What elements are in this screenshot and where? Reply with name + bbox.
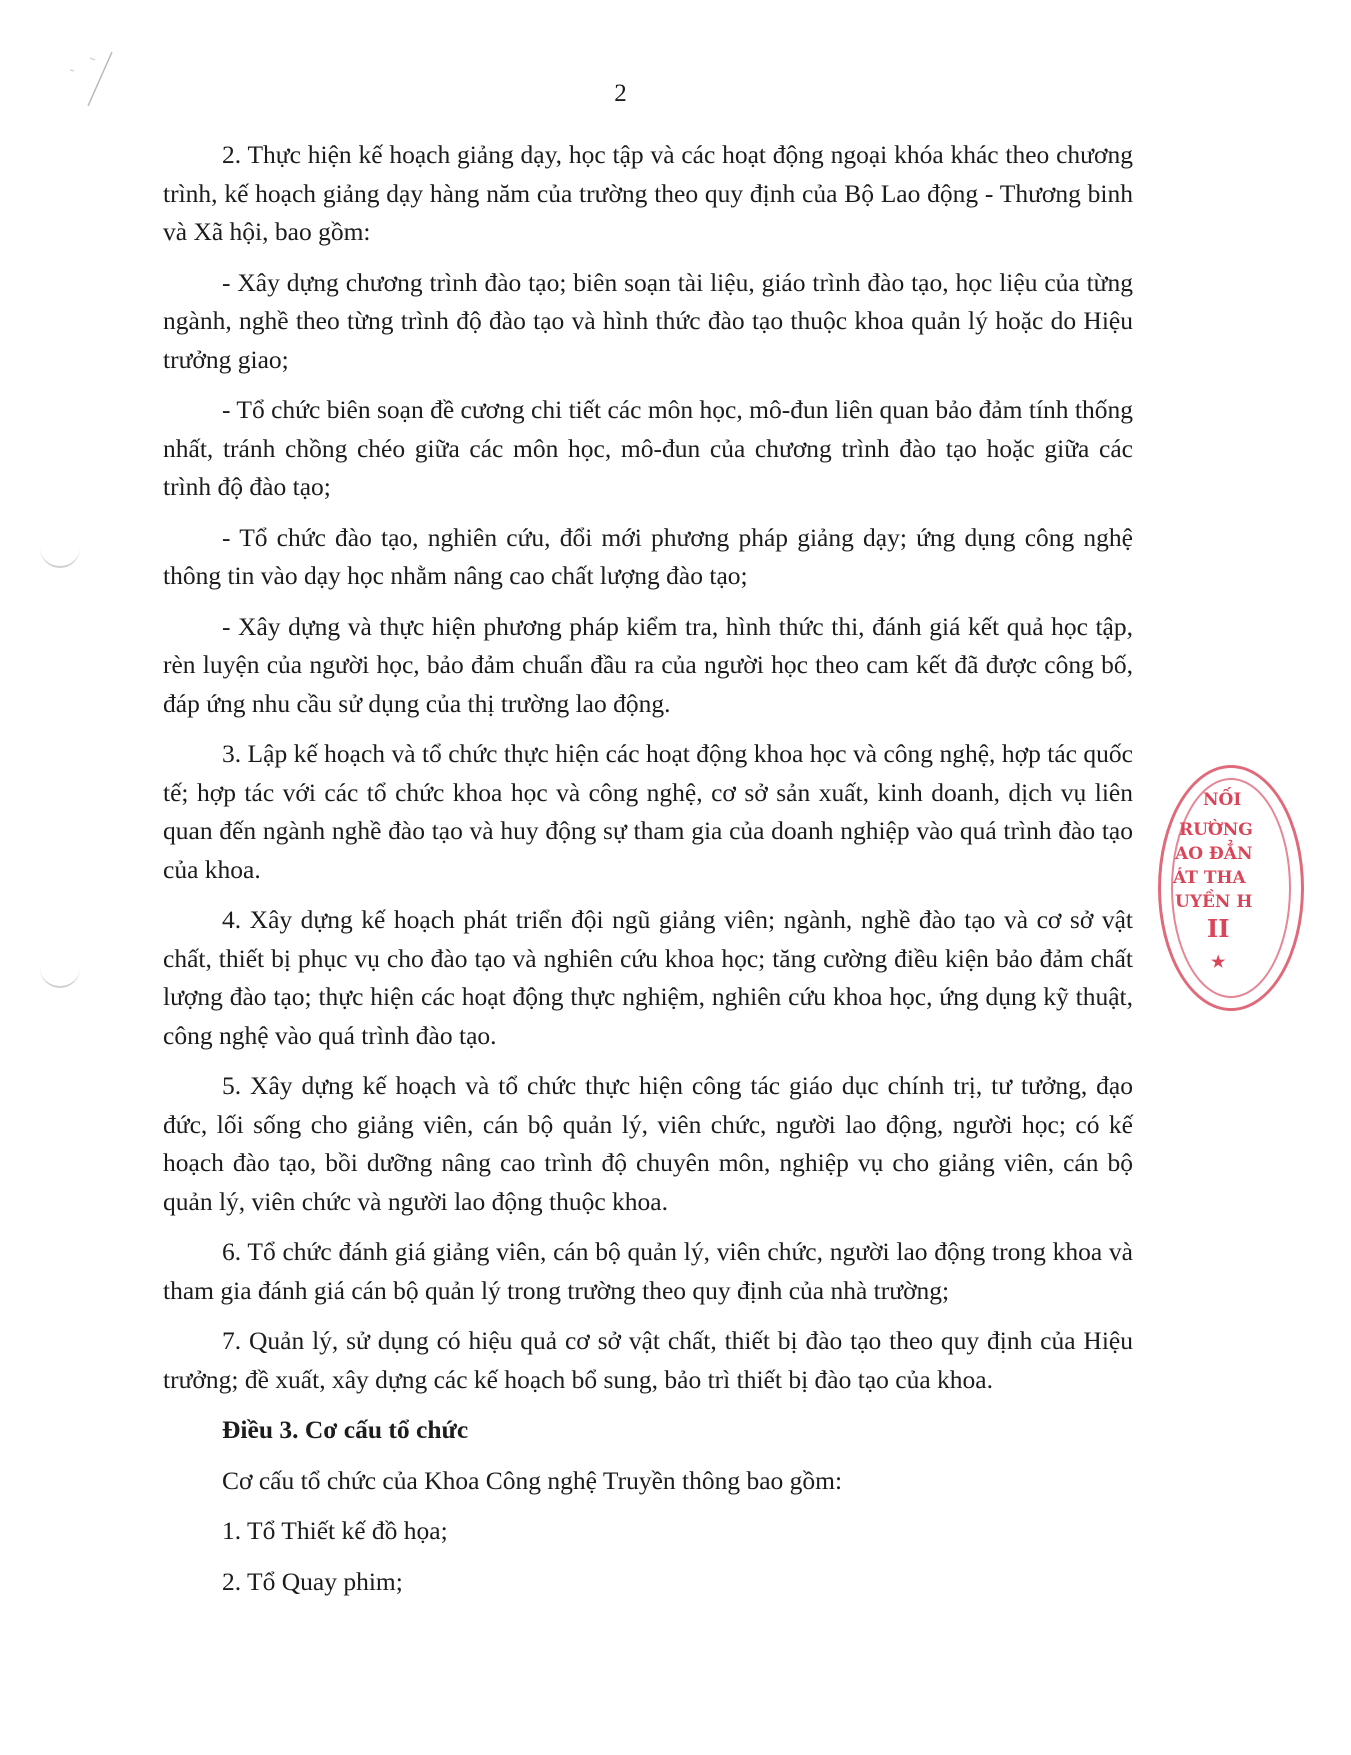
article-3-list-item: 2. Tổ Quay phim;	[222, 1566, 403, 1596]
document-body	[163, 136, 1133, 1613]
seal-text: AO ĐẲN	[1175, 844, 1253, 864]
article-3-heading: Điều 3. Cơ cấu tổ chức	[222, 1415, 469, 1444]
bullet-curriculum: - Xây dựng chương trình đào tạo; biên soạn tài liệu, giáo trình đào tạo, học liệu của từng ngành, nghề theo từng trình độ đào tạo và hình thức đào tạo thuộc khoa quản lý hoặc do Hiệu trưởng giao;	[163, 267, 1133, 374]
seal-text: II	[1207, 914, 1230, 943]
bullet-teaching-methods: - Tổ chức đào tạo, nghiên cứu, đổi mới phương pháp giảng dạy; ứng dụng công nghệ thông tin vào dạy học nhằm nâng cao chất lượng đào tạo;	[163, 522, 1133, 590]
punch-hole-mark	[40, 548, 80, 568]
paragraph-item-5: 5. Xây dựng kế hoạch và tổ chức thực hiện công tác giáo dục chính trị, tư tưởng, đạo đức, lối sống cho giảng viên, cán bộ quản lý, viên chức, người lao động, người học; có kế hoạch đào tạo, bồi dưỡng nâng cao trình độ chuyên môn, nghiệp vụ cho giảng viên, cán bộ quản lý, viên chức và người lao động thuộc khoa.	[163, 1071, 1133, 1216]
paragraph-item-3: 3. Lập kế hoạch và tổ chức thực hiện các hoạt động khoa học và công nghệ, hợp tác quốc tế; hợp tác với các tổ chức khoa học và công nghệ, cơ sở sản xuất, kinh doanh, dịch vụ liên quan đến ngành nghề đào tạo và huy động sự tham gia của doanh nghiệp vào quá trình đào tạo của khoa.	[163, 739, 1133, 884]
seal-text: ÁT THA	[1173, 868, 1246, 888]
paragraph-item-2: 2. Thực hiện kế hoạch giảng dạy, học tập và các hoạt động ngoại khóa khác theo chương trình, kế hoạch giảng dạy hàng năm của trường theo quy định của Bộ Lao động - Thương binh và Xã hội, bao gồm:	[163, 140, 1133, 246]
paragraph-item-7: 7. Quản lý, sử dụng có hiệu quả cơ sở vật chất, thiết bị đào tạo theo quy định của Hiệu trưởng; đề xuất, xây dựng các kế hoạch bổ sung, bảo trì thiết bị đào tạo của khoa.	[163, 1326, 1133, 1394]
official-seal	[1158, 765, 1304, 1011]
paragraph-item-4: 4. Xây dựng kế hoạch phát triển đội ngũ giảng viên; ngành, nghề đào tạo và cơ sở vật chất, thiết bị phục vụ cho đào tạo và nghiên cứu khoa học; tăng cường điều kiện bảo đảm chất lượng đào tạo; thực hiện các hoạt động thực nghiệm, nghiên cứu khoa học, ứng dụng kỹ thuật, công nghệ vào quá trình đào tạo.	[163, 905, 1133, 1050]
seal-text: RƯỜNG	[1179, 820, 1253, 840]
punch-hole-mark	[40, 968, 80, 988]
article-3-intro: Cơ cấu tổ chức của Khoa Công nghệ Truyền thông bao gồm:	[222, 1465, 843, 1495]
bullet-syllabus: - Tổ chức biên soạn đề cương chi tiết các môn học, mô-đun liên quan bảo đảm tính thống nhất, tránh chồng chéo giữa các môn học, mô-đun của chương trình đào tạo hoặc giữa các trình độ đào tạo;	[163, 395, 1133, 501]
paragraph-item-6: 6. Tổ chức đánh giá giảng viên, cán bộ quản lý, viên chức, người lao động trong khoa và tham gia đánh giá cán bộ quản lý trong trường theo quy định của nhà trường;	[163, 1237, 1133, 1305]
seal-text: NỐI	[1203, 790, 1242, 810]
page-number: 2	[614, 80, 627, 107]
article-3-list-item: 1. Tổ Thiết kế đồ họa;	[222, 1516, 448, 1545]
bullet-assessment: - Xây dựng và thực hiện phương pháp kiểm tra, hình thức thi, đánh giá kết quả học tập, rèn luyện của người học, bảo đảm chuẩn đầu ra của người học theo cam kết đã được công bố, đáp ứng nhu cầu sử dụng của thị trường lao động.	[163, 611, 1133, 718]
star-icon: ★	[1211, 952, 1226, 971]
seal-text: UYỀN H	[1175, 892, 1253, 912]
